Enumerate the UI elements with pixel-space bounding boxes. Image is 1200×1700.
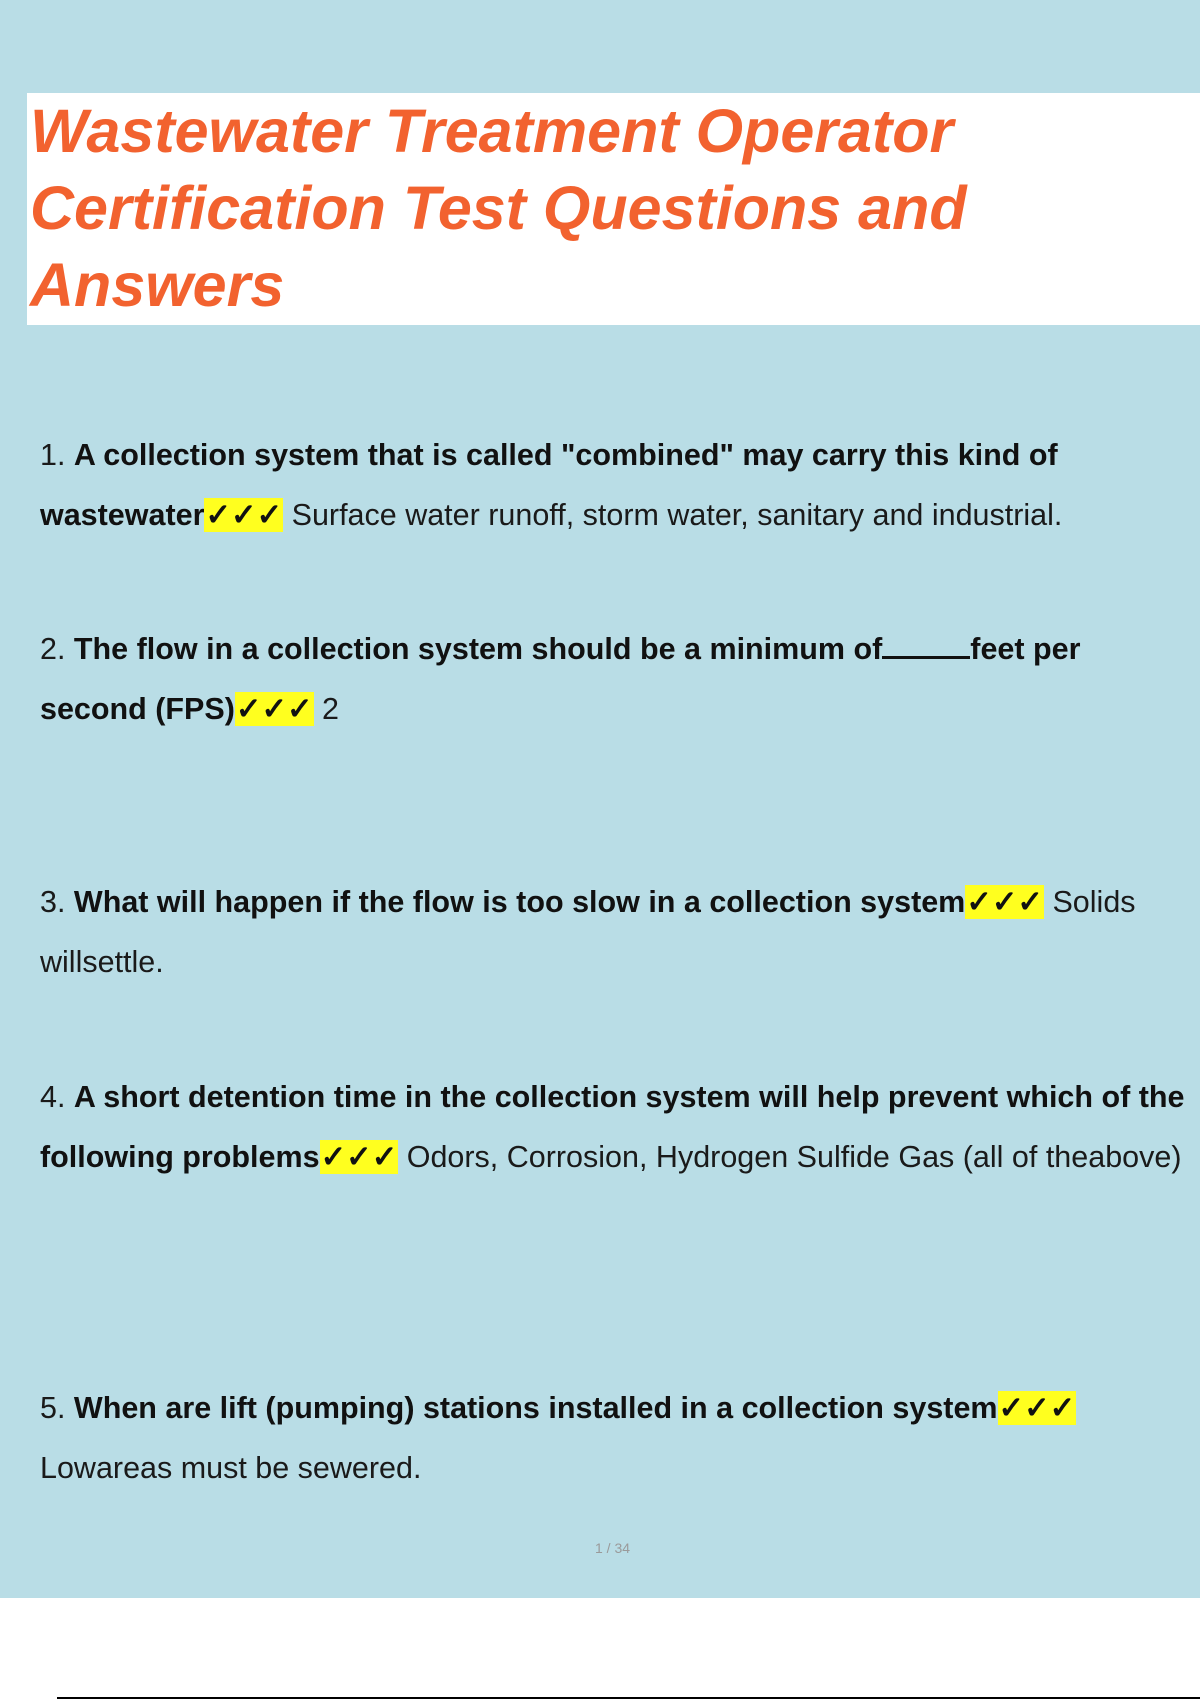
title-box <box>27 93 1200 325</box>
qa-item-4 <box>40 1067 1190 1187</box>
question-number: 2. <box>40 632 66 666</box>
footer-divider <box>57 1697 1200 1699</box>
answer-text: Solids willsettle. <box>40 885 1136 979</box>
question-text: The flow in a collection system should be a minimum of <box>73 632 883 666</box>
question-text: When are lift (pumping) stations installed in a collection system <box>73 1391 998 1425</box>
question-text: What will happen if the flow is too slow in a collection system <box>73 885 966 919</box>
qa-item-3 <box>40 872 1190 992</box>
page-indicator: 1 / 34 <box>594 1540 631 1556</box>
fill-in-blank <box>882 630 970 659</box>
answer-text: 2 <box>322 692 340 726</box>
qa-item-5 <box>40 1378 1190 1498</box>
check-marks: ✓✓✓ <box>205 498 283 532</box>
qa-item-2 <box>40 619 1190 739</box>
check-marks: ✓✓✓ <box>235 692 313 726</box>
check-marks: ✓✓✓ <box>966 885 1043 919</box>
answer-text: Odors, Corrosion, Hydrogen Sulfide Gas (all of theabove) <box>406 1140 1182 1174</box>
question-number: 5. <box>40 1391 66 1425</box>
question-number: 3. <box>40 885 66 919</box>
question-number: 1. <box>40 438 66 472</box>
question-text-continued: feet per second (FPS) <box>40 632 1081 726</box>
question-number: 4. <box>40 1080 66 1114</box>
document-title: Wastewater Treatment Operator Certification Test Questions and Answers <box>30 97 967 319</box>
qa-item-1 <box>40 425 1190 545</box>
question-text: A collection system that is called "combined" may carry this kind of wastewater <box>40 438 1058 532</box>
check-marks: ✓✓✓ <box>320 1140 398 1174</box>
question-text: A short detention time in the collection system will help prevent which of the following problems <box>40 1080 1185 1174</box>
check-marks: ✓✓✓ <box>998 1391 1076 1425</box>
answer-text: Surface water runoff, storm water, sanitary and industrial. <box>291 498 1063 532</box>
answer-text: Lowareas must be sewered. <box>40 1451 422 1485</box>
